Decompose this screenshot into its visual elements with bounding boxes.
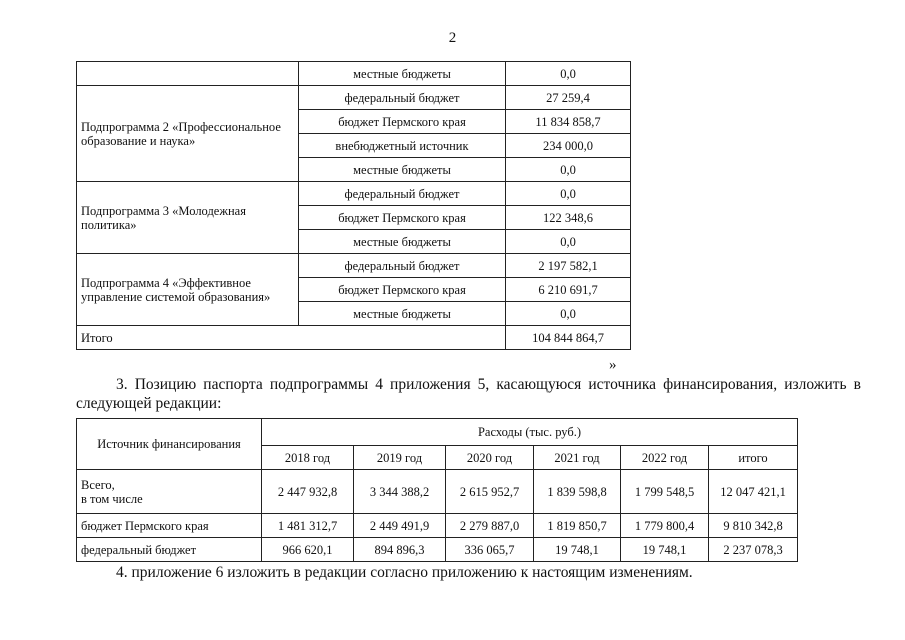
- subprogram-name: Подпрограмма 3 «Молодежная политика»: [77, 182, 299, 254]
- paragraph-4: 4. приложение 6 изложить в редакции согласно приложению к настоящим изменениям.: [116, 564, 693, 581]
- subprogram-name: Подпрограмма 4 «Эффективное управление системой образования»: [77, 254, 299, 326]
- funding-value: 122 348,6: [506, 206, 631, 230]
- funding-source: федеральный бюджет: [299, 86, 506, 110]
- subprogram-name: Подпрограмма 2 «Профессиональное образование и наука»: [77, 86, 299, 182]
- funding-source: местные бюджеты: [299, 230, 506, 254]
- expense-value: 2 279 887,0: [446, 514, 534, 538]
- expense-value: 2 449 491,9: [354, 514, 446, 538]
- row-label: федеральный бюджет: [77, 538, 262, 562]
- row-label: Всего, в том числе: [77, 470, 262, 514]
- funding-source: бюджет Пермского края: [299, 278, 506, 302]
- funding-value: 0,0: [506, 182, 631, 206]
- closing-quote: »: [609, 357, 617, 373]
- expense-value: 894 896,3: [354, 538, 446, 562]
- table-row: [77, 538, 798, 562]
- funding-source: федеральный бюджет: [299, 254, 506, 278]
- funding-value: 234 000,0: [506, 134, 631, 158]
- expense-value: 2 447 932,8: [262, 470, 354, 514]
- funding-source: бюджет Пермского края: [299, 206, 506, 230]
- funding-value: 27 259,4: [506, 86, 631, 110]
- funding-source: бюджет Пермского края: [299, 110, 506, 134]
- table-row: [77, 62, 631, 86]
- year-header: 2022 год: [621, 446, 709, 470]
- expense-value: 1 799 548,5: [621, 470, 709, 514]
- page-number: 2: [448, 30, 457, 46]
- funding-value: 0,0: [506, 158, 631, 182]
- expense-value: 1 779 800,4: [621, 514, 709, 538]
- funding-value: 2 197 582,1: [506, 254, 631, 278]
- funding-value: 0,0: [506, 62, 631, 86]
- header-source: Источник финансирования: [77, 419, 262, 470]
- table-row: [77, 254, 631, 278]
- expense-value: 1 819 850,7: [534, 514, 621, 538]
- row-label: бюджет Пермского края: [77, 514, 262, 538]
- header-expenses: Расходы (тыс. руб.): [262, 419, 798, 446]
- expense-value: 9 810 342,8: [709, 514, 798, 538]
- expense-value: 3 344 388,2: [354, 470, 446, 514]
- table-row: [77, 470, 798, 514]
- funding-value: 6 210 691,7: [506, 278, 631, 302]
- subprogram-name: [77, 62, 299, 86]
- funding-source: местные бюджеты: [299, 62, 506, 86]
- expense-value: 1 839 598,8: [534, 470, 621, 514]
- funding-source: местные бюджеты: [299, 158, 506, 182]
- expense-value: 2 615 952,7: [446, 470, 534, 514]
- year-header: 2019 год: [354, 446, 446, 470]
- table-row: [77, 514, 798, 538]
- expense-value: 1 481 312,7: [262, 514, 354, 538]
- expense-value: 2 237 078,3: [709, 538, 798, 562]
- year-header: итого: [709, 446, 798, 470]
- expense-value: 336 065,7: [446, 538, 534, 562]
- year-header: 2021 год: [534, 446, 621, 470]
- expense-value: 966 620,1: [262, 538, 354, 562]
- year-header: 2018 год: [262, 446, 354, 470]
- expense-value: 19 748,1: [534, 538, 621, 562]
- table-row: [77, 182, 631, 206]
- funding-value: 0,0: [506, 302, 631, 326]
- total-value: 104 844 864,7: [506, 326, 631, 350]
- year-header: 2020 год: [446, 446, 534, 470]
- funding-source: местные бюджеты: [299, 302, 506, 326]
- total-row: [77, 326, 631, 350]
- funding-source: внебюджетный источник: [299, 134, 506, 158]
- total-label: Итого: [77, 326, 506, 350]
- table-row: [77, 86, 631, 110]
- paragraph-3: 3. Позицию паспорта подпрограммы 4 приложения 5, касающуюся источника финансирования, изложить в следующей редакции:: [76, 376, 861, 412]
- funding-table-subprogram-4: [76, 418, 798, 562]
- funding-table-subprograms: [76, 61, 631, 350]
- funding-source: федеральный бюджет: [299, 182, 506, 206]
- expense-value: 19 748,1: [621, 538, 709, 562]
- expense-value: 12 047 421,1: [709, 470, 798, 514]
- funding-value: 0,0: [506, 230, 631, 254]
- funding-value: 11 834 858,7: [506, 110, 631, 134]
